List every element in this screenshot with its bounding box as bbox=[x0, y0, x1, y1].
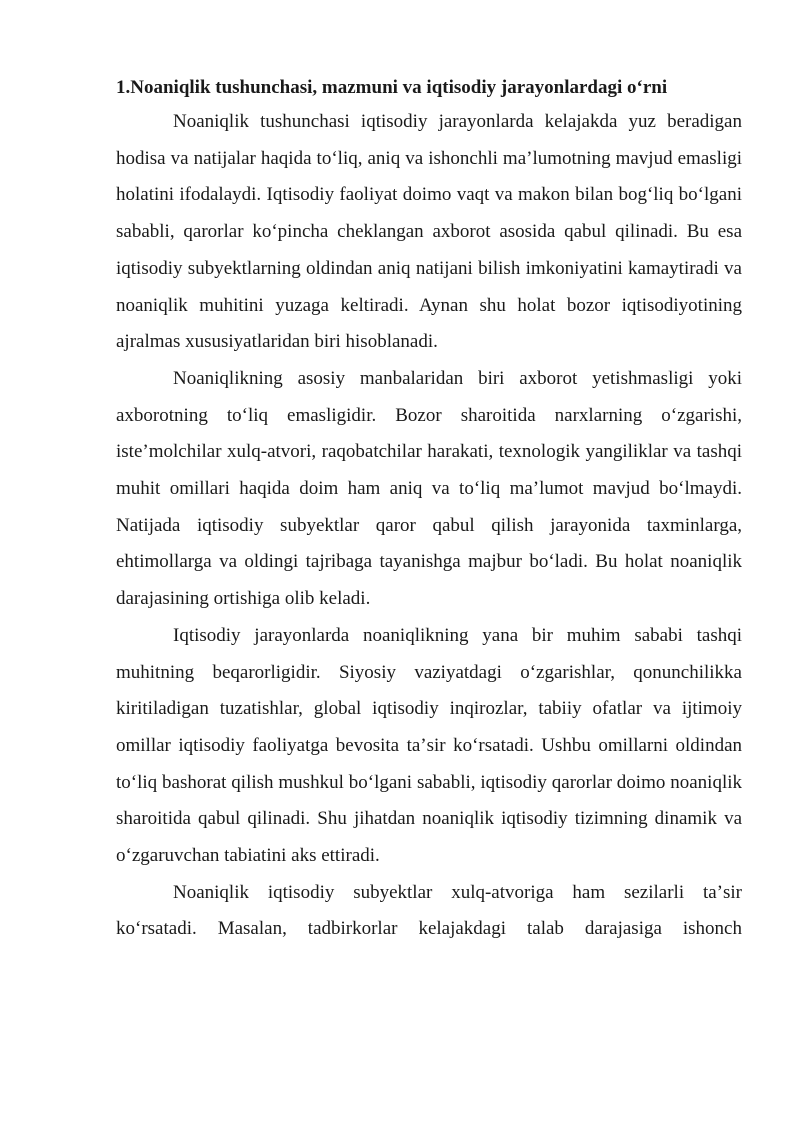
paragraph-3: Iqtisodiy jarayonlarda noaniqlikning yana bir muhim sababi tashqi muhitning beqarorligidir. Siyosiy vaziyatdagi oʻzgarishlar, qonunchilikka kiritiladigan tuzatishlar, global iqtisodiy inqirozlar, tabiiy ofatlar va ijtimoiy omillar iqtisodiy faoliyatga bevosita taʼsir koʻrsatadi. Ushbu omillarni oldindan toʻliq bashorat qilish mushkul boʻlgani sababli, iqtisodiy qarorlar doimo noaniqlik sharoitida qabul qilinadi. Shu jihatdan noaniqlik iqtisodiy tizimning dinamik va oʻzgaruvchan tabiatini aks ettiradi. bbox=[116, 624, 742, 867]
document-page bbox=[116, 72, 742, 948]
paragraph-2: Noaniqlikning asosiy manbalaridan biri axborot yetishmasligi yoki axborotning toʻliq emasligidir. Bozor sharoitida narxlarning oʻzgarishi, isteʼmolchilar xulq-atvori, raqobatchilar harakati, texnologik yangiliklar va tashqi muhit omillari haqida doim ham aniq va toʻliq maʼlumot mavjud boʻlmaydi. Natijada iqtisodiy subyektlar qaror qabul qilish jarayonida taxminlarga, ehtimollarga va oldingi tajribaga tayanishga majbur boʻladi. Bu holat noaniqlik darajasining ortishiga olib keladi. bbox=[116, 367, 742, 610]
paragraph-4: Noaniqlik iqtisodiy subyektlar xulq-atvoriga ham sezilarli taʼsir koʻrsatadi. Masalan, tadbirkorlar kelajakdagi talab darajasiga ishonch bbox=[116, 881, 742, 940]
section-heading: 1.Noaniqlik tushunchasi, mazmuni va iqtisodiy jarayonlardagi oʻrni bbox=[116, 77, 668, 98]
paragraph-1: Noaniqlik tushunchasi iqtisodiy jarayonlarda kelajakda yuz beradigan hodisa va natijalar haqida toʻliq, aniq va ishonchli maʼlumotning mavjud emasligi holatini ifodalaydi. Iqtisodiy faoliyat doimo vaqt va makon bilan bogʻliq boʻlgani sababli, qarorlar koʻpincha cheklangan axborot asosida qabul qilinadi. Bu esa iqtisodiy subyektlarning oldindan aniq natijani bilish imkoniyatini kamaytiradi va noaniqlik muhitini yuzaga keltiradi. Aynan shu holat bozor iqtisodiyotining ajralmas xususiyatlaridan biri hisoblanadi. bbox=[116, 111, 742, 353]
